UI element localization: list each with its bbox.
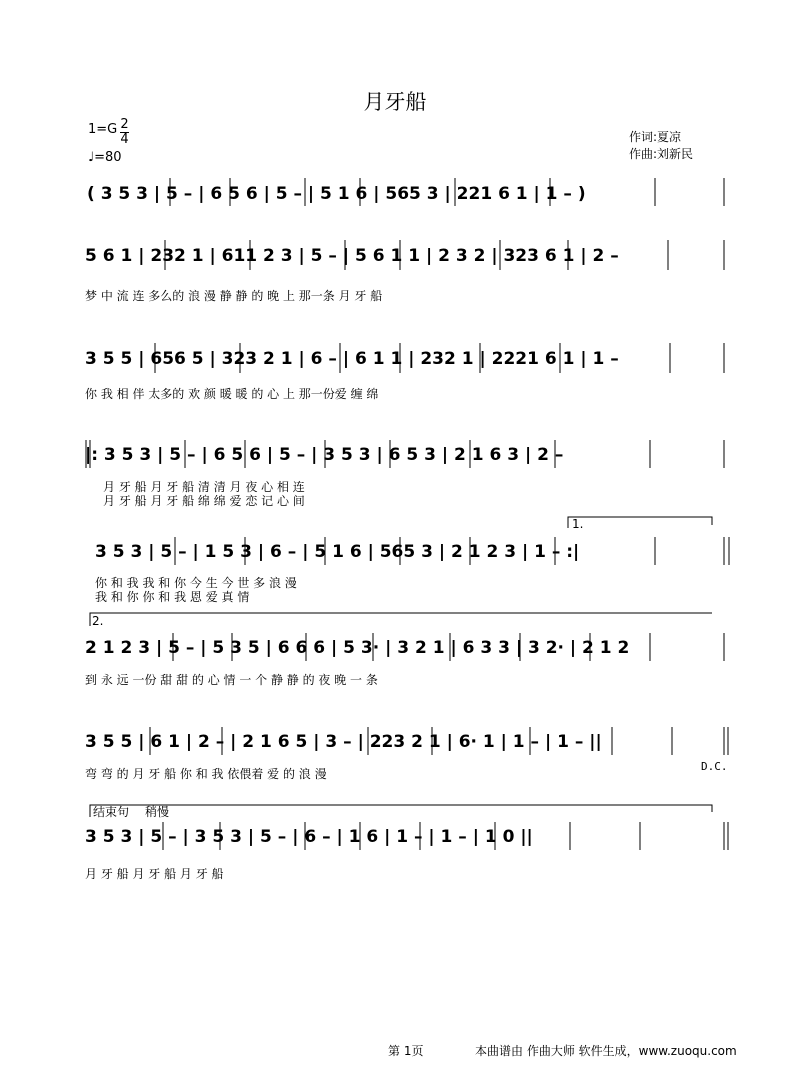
key-signature: 1=G (88, 122, 118, 137)
tempo-value: =80 (94, 150, 122, 165)
row-5-notes: 3 5 3 | 5 – | 1 5 3 | 6 – | 5 1 6 | 565 3 | 2 1 2 3 | 1 – :| (95, 542, 580, 562)
quarter-note-icon: ♩ (88, 150, 95, 165)
ending-phrase-label: 结束句 (93, 805, 130, 819)
software-credit: 本曲谱由 作曲大师 软件生成，www.zuoqu.com (475, 1044, 737, 1058)
volta-2-label: 2. (92, 614, 104, 628)
da-capo-mark: D.C. (701, 760, 728, 773)
row-5-lyrics-verse-1: 你 和 我 我 和 你 今 生 今 世 多 浪 漫 (95, 576, 297, 590)
row-4-notes: |: 3 5 3 | 5 – | 6 5 6 | 5 – | 3 5 3 | 6 5 3 | 2 1 6 3 | 2 – (85, 445, 564, 465)
row-6-notes: 2 1 2 3 | 5 – | 5 3 5 | 6 6 6 | 5 3· | 3 2 1 | 6 3 3 | 3 2· | 2 1 2 (85, 638, 630, 658)
row-4-lyrics-verse-2: 月 牙 船 月 牙 船 绵 绵 爱 恋 记 心 间 (103, 494, 305, 508)
row-8-lyrics: 月 牙 船 月 牙 船 月 牙 船 (85, 867, 224, 881)
slow-down-label: 稍慢 (145, 805, 170, 819)
row-1-notes: ( 3 5 3 | 5 – | 6 5 6 | 5 – | 5 1 6 | 565 3 | 221 6 1 | 1 – ) (87, 184, 586, 204)
row-3-lyrics: 你 我 相 伴 太多的 欢 颜 暖 暖 的 心 上 那一份爱 缠 绵 (85, 387, 379, 401)
meter-bottom: 4 (120, 132, 129, 147)
song-title: 月牙船 (363, 90, 427, 114)
row-2-lyrics: 梦 中 流 连 多么的 浪 漫 静 静 的 晚 上 那一条 月 牙 船 (85, 289, 383, 303)
volta-1-label: 1. (572, 517, 584, 531)
row-4-lyrics-verse-1: 月 牙 船 月 牙 船 清 清 月 夜 心 相 连 (103, 480, 305, 494)
lyricist-credit: 作词:夏凉 (629, 130, 682, 144)
row-7-notes: 3 5 5 | 6 1 | 2 – | 2 1 6 5 | 3 – | 223 2 1 | 6· 1 | 1 – | 1 – || (85, 732, 602, 752)
row-5-lyrics-verse-2: 我 和 你 你 和 我 恩 爱 真 情 (95, 590, 250, 604)
row-8-notes: 3 5 3 | 5 – | 3 5 3 | 5 – | 6 – | 1 6 | 1 – | 1 – | 1 0 || (85, 827, 533, 847)
page-number: 第 1页 (388, 1044, 424, 1058)
row-7-lyrics: 弯 弯 的 月 牙 船 你 和 我 依偎着 爱 的 浪 漫 (85, 767, 327, 781)
composer-credit: 作曲:刘新民 (629, 147, 694, 161)
meter-top: 2 (120, 117, 129, 132)
row-6-lyrics: 到 永 远 一份 甜 甜 的 心 情 一 个 静 静 的 夜 晚 一 条 (85, 673, 378, 687)
row-3-notes: 3 5 5 | 656 5 | 323 2 1 | 6 – | 6 1 1 | 232 1 | 2221 6 1 | 1 – (85, 349, 619, 369)
row-2-notes: 5 6 1 | 232 1 | 611 2 3 | 5 – | 5 6 1 1 | 2 3 2 | 323 6 1 | 2 – (85, 246, 619, 266)
